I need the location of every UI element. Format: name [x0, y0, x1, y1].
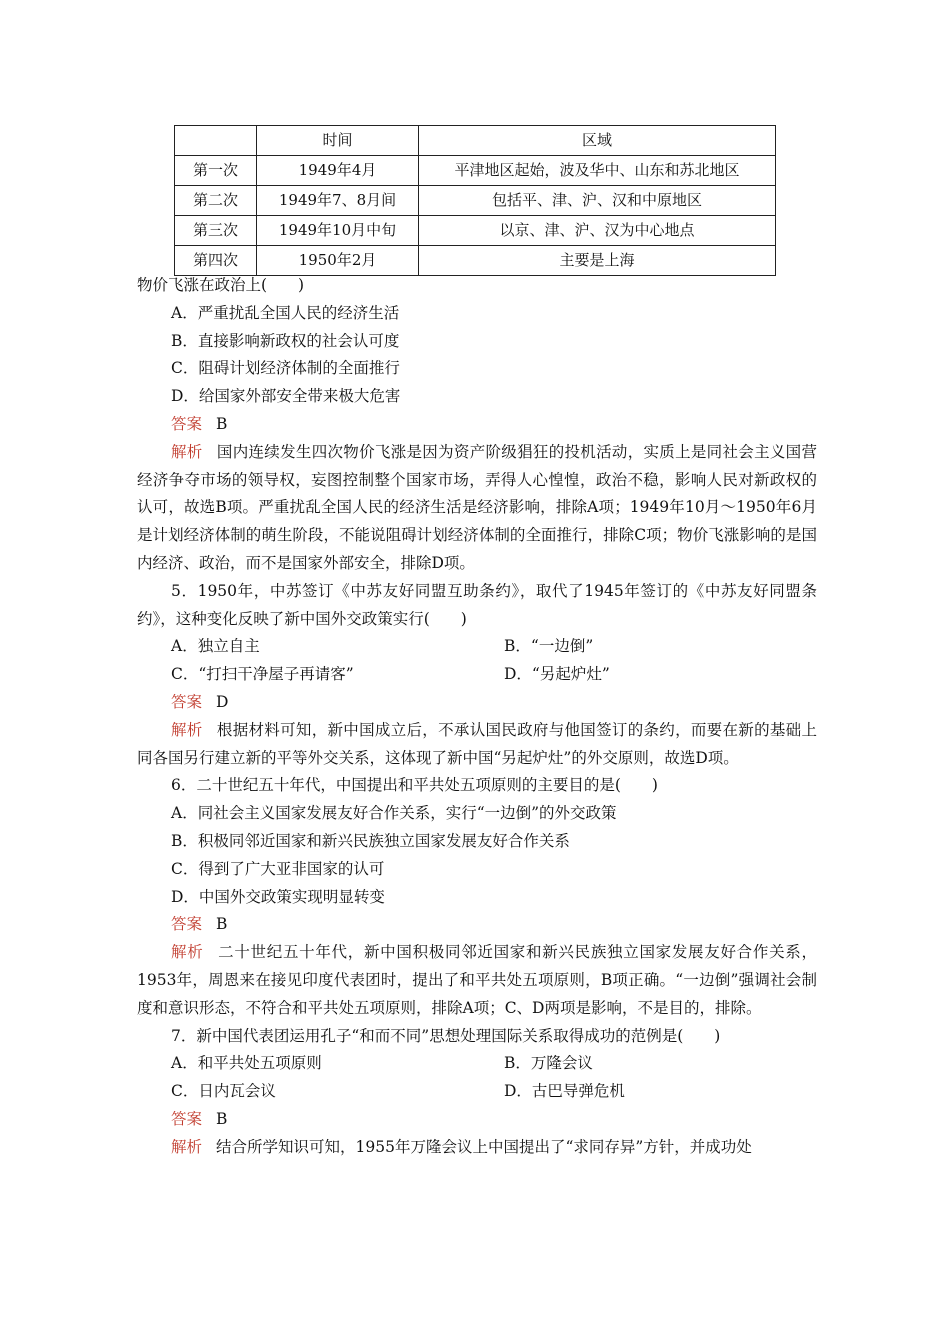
table-cell: 第四次 [175, 246, 257, 276]
table-row [175, 246, 776, 276]
analysis-text: 结合所学知识可知，1955年万隆会议上中国提出了“求同存异”方针，并成功处 [216, 1137, 752, 1156]
answer-value: D [216, 692, 229, 711]
q4-option-a: A．严重扰乱全国人民的经济生活 [171, 303, 400, 322]
q7-analysis [137, 1134, 817, 1162]
table-row [175, 156, 776, 186]
answer-label: 答案 [171, 1109, 203, 1128]
answer-label: 答案 [171, 414, 203, 433]
q7-option-d: D．古巴导弹危机 [504, 1082, 625, 1101]
q6-option-a: A．同社会主义国家发展友好合作关系，实行“一边倒”的外交政策 [171, 804, 617, 823]
q4-answer [137, 411, 817, 439]
answer-label: 答案 [171, 915, 203, 934]
table-cell: 1949年10月中旬 [257, 216, 419, 246]
q4-option-c: C．阻碍计划经济体制的全面推行 [171, 359, 400, 378]
q5-option-c: C．“打扫干净屋子再请客” [171, 665, 354, 684]
question-content [137, 272, 817, 1162]
table-cell: 第二次 [175, 186, 257, 216]
table-cell: 主要是上海 [419, 246, 776, 276]
answer-label: 答案 [171, 692, 203, 711]
q5-option-d: D．“另起炉灶” [504, 665, 610, 684]
q4-option-d: D．给国家外部安全带来极大危害 [171, 387, 401, 406]
q6-answer [137, 911, 817, 939]
answer-value: B [216, 915, 228, 934]
answer-value: B [216, 414, 228, 433]
table-cell: 1949年4月 [257, 156, 419, 186]
table-cell: 以京、津、沪、汉为中心地点 [419, 216, 776, 246]
table-cell: 1949年7、8月间 [257, 186, 419, 216]
table-header-cell: 时间 [257, 126, 419, 156]
q7-options-row-1 [137, 1050, 817, 1078]
q7-option-b: B．万隆会议 [504, 1054, 593, 1073]
analysis-label: 解析 [171, 442, 203, 461]
answer-value: B [216, 1109, 228, 1128]
q5-answer [137, 689, 817, 717]
q4-stem: 物价飞涨在政治上( ) [137, 276, 305, 294]
q6-option-d: D．中国外交政策实现明显转变 [171, 887, 385, 906]
q5-option-b: B．“一边倒” [504, 637, 594, 656]
q4-analysis [137, 439, 817, 578]
q7-answer [137, 1106, 817, 1134]
table-cell: 包括平、津、沪、汉和中原地区 [419, 186, 776, 216]
analysis-text: 二十世纪五十年代，新中国积极同邻近国家和新兴民族独立国家发展友好合作关系，1953年，周恩来在接见印度代表团时，提出了和平共处五项原则，B项正确。“一边倒”强调社会制度和意识形态，不符合和平共处五项原则，排除A项；C、D两项是影响，不是目的，排除。 [137, 943, 817, 1017]
q6-option-b: B．积极同邻近国家和新兴民族独立国家发展友好合作关系 [171, 831, 570, 850]
q7-options-row-2 [137, 1078, 817, 1106]
q5-options-row-1 [137, 633, 817, 661]
analysis-text: 根据材料可知，新中国成立后，不承认国民政府与他国签订的条约，而要在新的基础上同各国另行建立新的平等外交关系，这体现了新中国“另起炉灶”的外交原则，故选D项。 [137, 720, 817, 767]
q4-option-b: B．直接影响新政权的社会认可度 [171, 331, 400, 350]
q7-option-c: C．日内瓦会议 [171, 1082, 276, 1101]
q5-options-row-2 [137, 661, 817, 689]
q5-option-a: A．独立自主 [171, 637, 260, 656]
q6-option-c: C．得到了广大亚非国家的认可 [171, 859, 385, 878]
q5-stem: 5．1950年，中苏签订《中苏友好同盟互助条约》，取代了1945年签订的《中苏友好同盟条约》，这种变化反映了新中国外交政策实行( ) [137, 581, 817, 628]
analysis-label: 解析 [171, 720, 203, 739]
table-cell: 平津地区起始，波及华中、山东和苏北地区 [419, 156, 776, 186]
table-cell: 第三次 [175, 216, 257, 246]
price-surge-table [174, 125, 776, 276]
table-cell: 1950年2月 [257, 246, 419, 276]
table-row [175, 186, 776, 216]
q6-analysis [137, 939, 817, 1022]
q7-option-a: A．和平共处五项原则 [171, 1054, 322, 1073]
analysis-label: 解析 [171, 943, 204, 962]
table-cell: 第一次 [175, 156, 257, 186]
table-header-cell: 区域 [419, 126, 776, 156]
analysis-label: 解析 [171, 1137, 203, 1156]
table-header-cell [175, 126, 257, 156]
analysis-text: 国内连续发生四次物价飞涨是因为资产阶级猖狂的投机活动，实质上是同社会主义国营经济争夺市场的领导权，妄图控制整个国家市场，弄得人心惶惶，政治不稳，影响人民对新政权的认可，故选B项。严重扰乱全国人民的经济生活是经济影响，排除A项；1949年10月～1950年6月是计划经济体制的萌生阶段，不能说阻碍计划经济体制的全面推行，排除C项；物价飞涨影响的是国内经济、政治，而不是国家外部安全，排除D项。 [137, 442, 817, 572]
table-row [175, 216, 776, 246]
q6-stem: 6．二十世纪五十年代，中国提出和平共处五项原则的主要目的是( ) [171, 776, 658, 795]
table-header-row [175, 126, 776, 156]
q7-stem: 7．新中国代表团运用孔子“和而不同”思想处理国际关系取得成功的范例是( ) [171, 1026, 721, 1045]
q5-analysis [137, 717, 817, 773]
